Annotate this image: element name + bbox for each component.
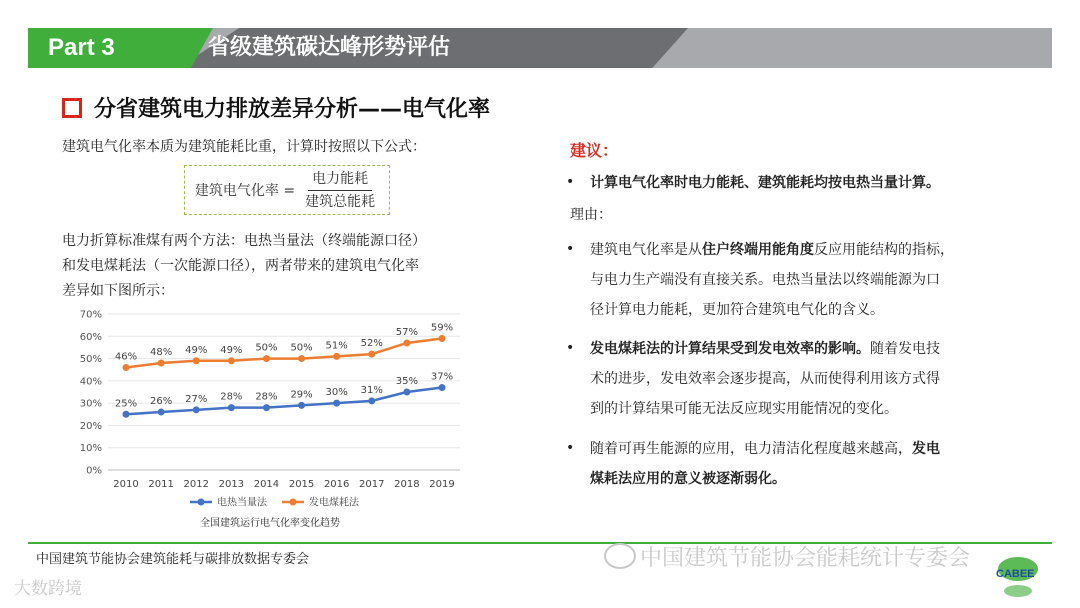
reason-bullet-2 [590,235,1060,325]
data-label: 46% [114,351,138,363]
methods-text-line1: 电力折算标准煤有两个方法：电热当量法（终端能源口径） [62,233,426,249]
advice-label: 建议： [570,141,619,160]
data-point [158,360,165,367]
header-title: 省级建筑碳达峰形势评估 [208,35,451,60]
data-point [403,339,410,346]
y-tick-label: 0% [86,465,102,477]
x-tick-label: 2015 [288,479,315,490]
formula-numerator: 电力能耗 [308,169,372,191]
formula-lhs: 建筑电气化率 = [194,183,296,199]
formula-box [184,165,390,215]
data-point [158,409,165,416]
series-line [126,388,442,415]
data-label: 48% [149,347,173,359]
y-tick-label: 30% [79,398,102,410]
x-tick-label: 2019 [429,479,455,490]
x-tick-label: 2018 [394,479,420,490]
bold-span: 发电 [912,441,940,457]
intro-text: 建筑电气化率本质为建筑能耗比重，计算时按照以下公式： [62,139,426,155]
data-label: 28% [255,391,278,403]
bold-span: 发电煤耗法的计算结果受到发电效率的影响。 [590,341,870,357]
x-tick-label: 2010 [113,479,139,490]
reason-bullet-4 [590,434,1060,494]
data-label: 31% [360,384,383,396]
data-label: 59% [430,322,454,334]
reason-label: 理由： [570,207,612,223]
footer-org: 中国建筑节能协会建筑能耗与碳排放数据专委会 [36,552,310,567]
footer-watermark-right: 中国建筑节能协会能耗统计专委会 [640,546,971,571]
bullet-dot: • [566,340,575,356]
text-span: 随着发电技 [870,341,940,357]
legend-marker [198,499,205,506]
reason-bullet-3 [590,334,1060,424]
advice-bullet-1: 计算电气化率时电力能耗、建筑能耗均按电热当量计算。 [590,175,940,191]
slide-header [28,28,1052,68]
methods-text-line3: 差异如下图所示： [62,283,174,299]
x-tick-label: 2011 [148,479,174,490]
reason-bullet-3-line1 [590,334,1060,364]
data-label: 37% [430,371,454,383]
section-title: 分省建筑电力排放差异分析——电气化率 [94,97,491,122]
section-heading [62,92,490,123]
data-point [403,389,410,396]
part-label: Part 3 [48,34,115,61]
bold-span: 住户终端用能角度 [702,242,814,258]
legend-marker [290,499,297,506]
data-point [368,397,375,404]
data-point [298,402,305,409]
data-label: 51% [325,340,348,352]
data-label: 27% [185,393,208,405]
data-point [193,357,200,364]
y-tick-label: 20% [79,420,102,432]
y-tick-label: 10% [79,443,102,455]
text-span: 反应用能结构的指标， [814,242,954,258]
data-point [123,364,130,371]
data-label: 49% [220,344,243,356]
bullet-dot: • [566,440,575,456]
y-tick-label: 70% [79,309,102,321]
data-point [439,384,446,391]
reason-bullet-3-line2: 术的进步，发电效率会逐步提高，从而使得利用该方式得 [590,371,940,387]
data-label: 25% [114,398,138,410]
x-tick-label: 2016 [323,479,350,490]
square-bullet-icon [62,98,82,118]
reason-bullet-2-line1 [590,235,1060,265]
data-label: 52% [360,338,383,350]
reason-bullet-2-line2: 与电力生产端没有直接关系。电热当量法以终端能源为口 [590,272,940,288]
bullet-dot: • [566,174,575,190]
text-span: 随着可再生能源的应用，电力清洁化程度越来越高， [590,441,912,457]
footer-watermark-left: 大数跨境 [14,579,82,599]
reason-bullet-4-line2: 煤耗法应用的意义被逐渐弱化。 [590,471,786,487]
chart-caption: 全国建筑运行电气化率变化趋势 [200,518,340,529]
electrification-line-chart [60,300,480,538]
methods-text-line2: 和发电煤耗法（一次能源口径），两者带来的建筑电气化率 [62,258,419,274]
data-point [368,351,375,358]
logo-text: CABEE [996,568,1035,580]
data-label: 50% [290,342,313,354]
y-tick-label: 40% [79,376,102,388]
series-line [126,339,442,368]
data-point [439,335,446,342]
reason-bullet-4-line1 [590,434,1060,464]
data-point [193,406,200,413]
data-point [333,353,340,360]
x-tick-label: 2014 [253,479,280,490]
data-label: 35% [395,376,419,387]
formula-denominator: 建筑总能耗 [305,193,376,210]
bullet-dot: • [566,241,575,257]
reason-bullet-2-line3: 径计算电力能耗，更加符合建筑电气化的含义。 [590,302,884,318]
data-label: 29% [290,389,313,401]
formula-fraction [301,169,379,212]
data-point [123,411,130,418]
data-label: 57% [395,326,419,338]
data-point [333,400,340,407]
legend-label: 电热当量法 [217,497,267,509]
data-point [228,357,235,364]
data-point [298,355,305,362]
data-point [228,404,235,411]
legend-label: 发电煤耗法 [309,497,359,509]
y-tick-label: 50% [79,354,102,366]
x-tick-label: 2017 [359,479,385,490]
reason-bullet-3-line3: 到的计算结果可能无法反应现实用能情况的变化。 [590,401,898,417]
data-label: 28% [220,391,243,403]
wechat-icon [604,543,636,569]
text-span: 建筑电气化率是从 [590,242,702,258]
data-point [263,355,270,362]
y-tick-label: 60% [79,331,102,343]
data-point [263,404,270,411]
data-label: 30% [325,387,348,399]
data-label: 50% [255,342,278,354]
data-label: 49% [185,344,208,356]
data-label: 26% [149,396,173,408]
x-tick-label: 2012 [183,479,209,490]
x-tick-label: 2013 [218,479,245,490]
